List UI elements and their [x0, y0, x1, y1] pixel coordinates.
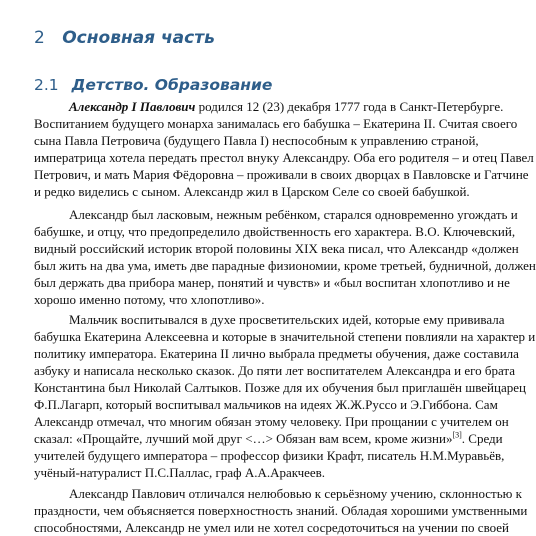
- paragraph-line: [34, 430, 503, 447]
- paragraph-line: Александр был ласковым, нежным ребёнком, старался одновременно угождать и: [69, 207, 518, 222]
- subsection-title: Детство. Образование: [71, 76, 273, 94]
- section-heading: [34, 28, 215, 48]
- paragraph-line: хорошо именно потому, что хлопотливо».: [34, 292, 265, 307]
- paragraph-line: императрица хотела передать престол внуку Александру. Оба его родителя – и отец Павел: [34, 150, 534, 165]
- paragraph-line: [69, 98, 503, 115]
- line-text-tail: . Среди: [461, 431, 503, 446]
- paragraph-line: видный российский историк второй половины XIX века писал, что Александр «должен: [34, 241, 519, 256]
- paragraph-line: бабушке, и отцу, что предопределило двойственность его характера. В.О. Ключевский,: [34, 224, 516, 239]
- paragraph-line: был жить на два ума, иметь две парадные физиономии, кроме третьей, будничной, должен: [34, 258, 536, 273]
- paragraph-line: сына Павла Петровича (будущего Павла I) неспособным к управлению страной,: [34, 133, 479, 148]
- paragraph-line: Мальчик воспитывался в духе просветительских идей, которые ему прививала: [69, 312, 505, 327]
- section-title: Основная часть: [62, 28, 215, 48]
- paragraph-line: Александр Павлович отличался нелюбовью к серьёзному учению, склонностью к: [69, 486, 522, 501]
- paragraph-line: был держать два прибора манер, понятий и чувств» и «был воспитан хлопотливо и не: [34, 275, 510, 290]
- paragraph-line: праздности, чем объясняется поверхностность знаний. Обладая хорошими умственными: [34, 503, 528, 518]
- paragraph-line: Константина был Николай Салтыков. Позже для их обучения был приглашён швейцарец: [34, 380, 526, 395]
- line-text: сказал: «Прощайте, лучший мой друг <…> Обязан вам всем, кроме жизни»: [34, 431, 453, 446]
- paragraph-line: бабушка Екатерина Алексеевна и которые в значительной степени повлияли на характер и: [34, 329, 536, 344]
- paragraph-line: Петрович, и мать Мария Фёдоровна – проживали в своих дворцах в Павловске и Гатчине: [34, 167, 529, 182]
- subsection-number: 2.1: [34, 76, 59, 94]
- paragraph-line: Воспитанием будущего монарха занималась его бабушка – Екатерина II. Считая своего: [34, 116, 518, 131]
- paragraph-line: способностями, Александр не умел или не хотел сосредоточиться на учении по своей: [34, 520, 510, 535]
- paragraph-line: азбуку и написала несколько сказок. До пяти лет воспитателем Александра и его брата: [34, 363, 516, 378]
- paragraph-line: политику императора. Екатерина II лично выбрала предметы обучения, даже составила: [34, 346, 519, 361]
- lead-name: Александр I Павлович: [69, 99, 196, 114]
- section-number: 2: [34, 28, 45, 48]
- line-text: родился 12 (23) декабря 1777 года в Санкт-Петербурге.: [195, 99, 504, 114]
- paragraph-line: Александр отмечал, что многим обязан этому человеку. При прощании с учителем он: [34, 414, 509, 429]
- paragraph-line: учителей будущего императора – профессор физики Крафт, писатель Н.М.Муравьёв,: [34, 448, 505, 463]
- subsection-heading: [34, 76, 272, 94]
- footnote-reference[interactable]: [3]: [452, 430, 462, 440]
- paragraph-line: учёный-натуралист П.С.Паллас, граф А.А.Аракчеев.: [34, 465, 326, 480]
- paragraph-line: Ф.П.Лагарп, который воспитывал мальчиков на идеях Ж.Ж.Руссо и Э.Гиббона. Сам: [34, 397, 498, 412]
- paragraph-line: и редко виделись с сыном. Александр жил в Царском Селе со своей бабушкой.: [34, 184, 470, 199]
